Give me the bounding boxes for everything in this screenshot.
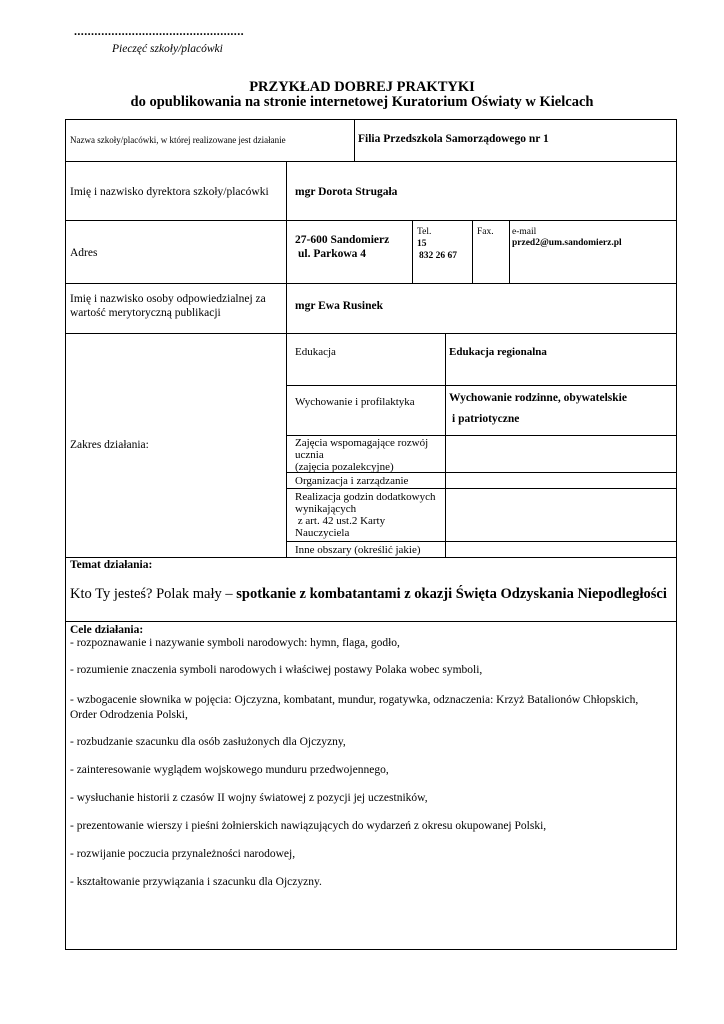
address-line2: ul. Parkowa 4: [298, 248, 367, 260]
goal-item: - wzbogacenie słownika w pojęcia: Ojczyzna, kombatant, mundur, rogatywka, odznaczenia: Krzyż Batalionów Chłopskich,: [70, 694, 639, 706]
stamp-dotted-line: ..................................................: [74, 24, 244, 38]
goal-item: - rozumienie znaczenia symboli narodowych i właściwej postawy Polaka wobec symboli,: [70, 664, 483, 676]
topic-bold: spotkanie z kombatantami z okazji Święta Odzyskania Niepodległości: [236, 586, 667, 602]
form-table: [65, 119, 677, 950]
row-divider: [286, 435, 676, 436]
address-label: Adres: [70, 247, 98, 259]
tel-label: Tel.: [417, 227, 432, 237]
school-name-value: Filia Przedszkola Samorządowego nr 1: [358, 133, 549, 145]
email-value: przed2@um.sandomierz.pl: [512, 238, 622, 248]
col-divider: [445, 333, 446, 557]
tel-number: 832 26 67: [419, 251, 457, 261]
goal-item: - prezentowanie wierszy i pieśni żołnierskich nawiązujących do wydarzeń z okresu okupowanej Polski,: [70, 820, 547, 832]
responsible-label-line1: Imię i nazwisko osoby odpowiedzialnej za: [70, 293, 266, 305]
scope-area-additional-hours-line3: z art. 42 ust.2 Karty: [295, 515, 386, 527]
stamp-label: Pieczęć szkoły/placówki: [112, 43, 223, 55]
goal-item-continued: Order Odrodzenia Polski,: [70, 709, 188, 721]
topic-label: Temat działania:: [70, 559, 153, 571]
scope-value-upbringing-line2: i patriotyczne: [452, 413, 520, 425]
scope-area-other: Inne obszary (określić jakie): [295, 544, 421, 556]
row-divider: [286, 385, 676, 386]
goal-item: - rozwijanie poczucia przynależności narodowej,: [70, 848, 296, 860]
row-divider: [286, 488, 676, 489]
row-divider: [66, 161, 676, 162]
row-divider: [286, 541, 676, 542]
col-divider: [412, 220, 413, 283]
school-name-label: Nazwa szkoły/placówki, w której realizowane jest działanie: [70, 135, 286, 145]
document-subtitle: do opublikowania na stronie internetowej Kuratorium Oświaty w Kielcach: [130, 94, 594, 110]
fax-label: Fax.: [477, 227, 494, 237]
goals-label: Cele działania:: [70, 624, 144, 636]
director-value: mgr Dorota Strugała: [295, 186, 398, 198]
tel-code: 15: [417, 239, 427, 249]
scope-area-extracurricular-line3: (zajęcia pozalekcyjne): [295, 461, 394, 473]
col-divider: [354, 120, 355, 161]
scope-area-upbringing: Wychowanie i profilaktyka: [295, 396, 415, 408]
row-divider: [66, 220, 676, 221]
col-divider: [509, 220, 510, 283]
document-title: PRZYKŁAD DOBREJ PRAKTYKI: [249, 79, 475, 95]
scope-label: Zakres działania:: [70, 439, 149, 451]
goal-item: - rozbudzanie szacunku dla osób zasłużonych dla Ojczyzny,: [70, 736, 346, 748]
scope-area-extracurricular-line2: ucznia: [295, 449, 324, 461]
responsible-label-line2: wartość merytoryczną publikacji: [70, 307, 221, 319]
topic-text: [70, 586, 667, 603]
scope-area-education: Edukacja: [295, 346, 336, 358]
row-divider: [66, 557, 676, 558]
scope-area-organization: Organizacja i zarządzanie: [295, 475, 409, 487]
scope-value-upbringing-line1: Wychowanie rodzinne, obywatelskie: [449, 392, 627, 404]
address-line1: 27-600 Sandomierz: [295, 234, 390, 246]
scope-area-extracurricular-line1: Zajęcia wspomagające rozwój: [295, 437, 429, 449]
topic-plain: Kto Ty jesteś? Polak mały –: [70, 586, 237, 602]
col-divider: [286, 161, 287, 557]
scope-area-additional-hours-line1: Realizacja godzin dodatkowych: [295, 491, 436, 503]
email-label: e-mail: [512, 227, 537, 237]
goal-item: - wysłuchanie historii z czasów II wojny światowej z pozycji jej uczestników,: [70, 792, 428, 804]
scope-area-additional-hours-line4: Nauczyciela: [295, 527, 350, 539]
responsible-value: mgr Ewa Rusinek: [295, 300, 383, 312]
scope-value-education: Edukacja regionalna: [449, 346, 547, 358]
goal-item: - kształtowanie przywiązania i szacunku dla Ojczyzny.: [70, 876, 322, 888]
goal-item: - rozpoznawanie i nazywanie symboli narodowych: hymn, flaga, godło,: [70, 637, 400, 649]
row-divider: [66, 333, 676, 334]
scope-area-additional-hours-line2: wynikających: [295, 503, 357, 515]
goal-item: - zainteresowanie wyglądem wojskowego munduru przedwojennego,: [70, 764, 389, 776]
col-divider: [472, 220, 473, 283]
director-label: Imię i nazwisko dyrektora szkoły/placówki: [70, 186, 269, 198]
row-divider: [66, 283, 676, 284]
row-divider: [66, 621, 676, 622]
